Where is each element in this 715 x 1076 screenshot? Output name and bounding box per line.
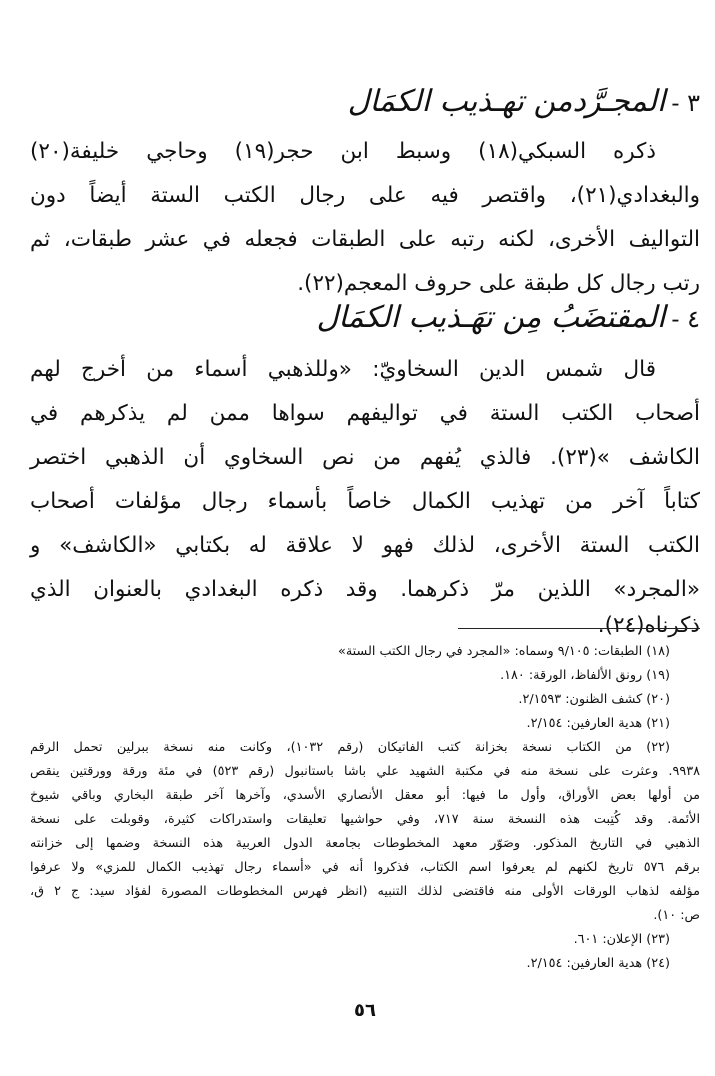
- section-4-line-5: الكتب الستة الأخرى، لذلك فهو لا علاقة له بكتابي «الكاشف» و: [30, 533, 700, 558]
- footnote-21: (٢١) هدية العارفين: ٢/١٥٤.: [526, 716, 670, 731]
- section-4-line-1: قال شمس الدين السخاويّ: «وللذهبي أسماء من أخرج لهم: [30, 357, 656, 382]
- footnote-22-line-7: مؤلفه لذهاب الورقات الأولى منه فاقتضى لذلك التنبيه (انظر فهرس المخطوطات المصورة لفؤاد سيد: ج ٢ ق،: [30, 884, 700, 899]
- section-4-line-4: كتاباً آخر من تهذيب الكمال خاصاً بأسماء رجال مؤلفات أصحاب: [30, 489, 700, 514]
- section-3-number: ٣ -: [671, 89, 700, 117]
- section-3-line-3: التواليف الأخرى، لكنه رتبه على الطبقات فجعله في عشر طبقات، ثم: [30, 227, 700, 252]
- footnote-24: (٢٤) هدية العارفين: ٢/١٥٤.: [526, 956, 670, 971]
- section-3-title: المجـرَّدمن تهـذيب الكمَال: [347, 84, 666, 119]
- footnote-22-line-1: (٢٢) من الكتاب نسخة بخزانة كتب الفاتيكان (رقم ١٠٣٢)، وكانت منه نسخة ببرلين تحمل الرقم: [30, 740, 670, 755]
- section-4-title: المقتضَبُ مِن تهَـذيب الكمَال: [316, 300, 666, 335]
- footnote-19: (١٩) رونق الألفاظ، الورقة: ١٨٠.: [500, 668, 670, 683]
- footnote-23: (٢٣) الإعلان: ٦٠١.: [573, 932, 670, 947]
- section-4-heading: [316, 298, 700, 339]
- book-page: [30, 0, 700, 1076]
- page-number: ٥٦: [354, 1000, 376, 1021]
- section-4-line-6: «المجرد» اللذين مرّ ذكرهما. وقد ذكره البغدادي بالعنوان الذي: [30, 577, 700, 602]
- footnote-22-line-4: الأئمة. وقد كُتِبت هذه النسخة سنة ٧١٧، وفي حواشيها تعليقات واستدراكات كثيرة، وقوبلت على نسخة: [30, 812, 700, 827]
- section-4-line-7: ذكرناه(٢٤).: [597, 613, 700, 638]
- footnote-22-line-3: من أولها بعض الأوراق، وأول ما فيها: أبو معقل الأنصاري الأسدي، وآخرها آخر طبقة البخاري وباقي شيوخ: [30, 788, 700, 803]
- footnote-22-line-6: برقم ٥٧٦ تاريخ لكنهم لم يعرفوا اسم الكتاب، فذكروا أنه في «أسماء رجال تهذيب الكمال للمزي» ولا عرفوا: [30, 860, 700, 875]
- section-4-line-2: أصحاب الكتب الستة في تواليفهم سواها ممن لم يذكرهم في: [30, 401, 700, 426]
- section-3-line-2: والبغدادي(٢١)، واقتصر فيه على رجال الكتب الستة أيضاً دون: [30, 183, 700, 208]
- footnote-22-line-2: ٩٩٣٨. وعثرت على نسخة منه في مكتبة الشهيد علي باشا باستانبول (رقم ٥٢٣) في مئة ورقة وورقتين ينقص: [30, 764, 700, 779]
- section-4-line-3: الكاشف »(٢٣). فالذي يُفهم من نص السخاوي أن الذهبي اختصر: [30, 445, 700, 470]
- footnote-18: (١٨) الطبقات: ٩/١٠٥ وسماه: «المجرد في رجال الكتب الستة»: [337, 644, 670, 659]
- footnote-divider: [458, 628, 700, 629]
- section-3-line-4: رتب رجال كل طبقة على حروف المعجم(٢٢).: [297, 271, 700, 296]
- footnote-20: (٢٠) كشف الظنون: ٢/١٥٩٣.: [518, 692, 670, 707]
- section-3-line-1: ذكره السبكي(١٨) وسبط ابن حجر(١٩) وحاجي خليفة(٢٠): [30, 139, 656, 164]
- section-4-number: ٤ -: [671, 305, 700, 333]
- footnote-22-line-8: ص: ١٠).: [653, 908, 700, 923]
- footnote-22-line-5: الذهبي في التاريخ المذكور. وصَوّر معهد المخطوطات بجامعة الدول العربية هذه النسخة وضمها إلى خزانته: [30, 836, 700, 851]
- section-3-heading: [348, 82, 700, 123]
